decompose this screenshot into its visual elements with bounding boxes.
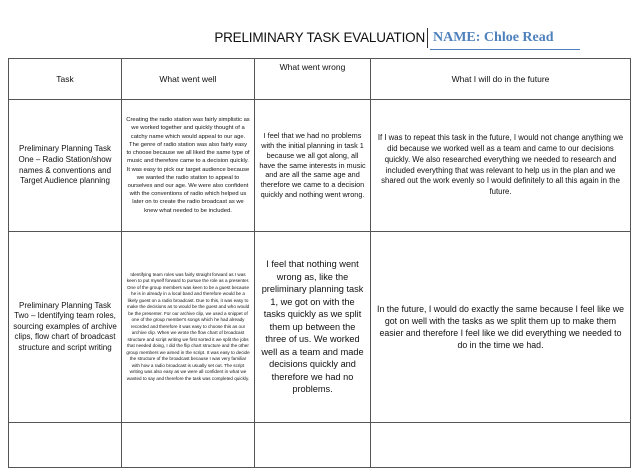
column-header-future: What I will do in the future	[371, 59, 631, 100]
task-cell: Preliminary Planning Task One – Radio Station/show names & conventions and Target Audience planning	[9, 100, 122, 232]
went-wrong-cell: I feel that nothing went wrong as, like the preliminary planning task 1, we got on with the tasks quickly as we split them up between the three of us. We worked well as a team and made decisions quickly and therefore we had no problems.	[255, 232, 371, 423]
evaluation-table	[8, 58, 631, 468]
empty-cell	[371, 423, 631, 468]
future-cell: If I was to repeat this task in the future, I would not change anything we did because we worked well as a team and came to our decisions quickly. We also researched everything we needed to research and included everything that was relevant to help us in the plan and we shared out the work evenly so I would definitely to all this again in the future.	[371, 100, 631, 232]
empty-cell	[255, 423, 371, 468]
name-underline	[430, 49, 580, 50]
column-header-task: Task	[9, 59, 122, 100]
table-header-row	[9, 59, 631, 100]
task-cell: Preliminary Planning Task Two – Identifying team roles, sourcing examples of archive clips, flow chart of broadcast structure and script writing	[9, 232, 122, 423]
table-row	[9, 100, 631, 232]
title-separator	[427, 28, 428, 48]
table-row-empty	[9, 423, 631, 468]
document-title: PRELIMINARY TASK EVALUATION	[214, 30, 425, 45]
evaluation-table-container	[8, 58, 630, 452]
column-header-what-went-well: What went well	[122, 59, 255, 100]
student-name: NAME: Chloe Read	[433, 30, 554, 45]
table-row	[9, 232, 631, 423]
went-well-cell: Identifying team roles was fairly straight forward as I was keen to put myself forward to pursue the role as a presenter. One of the group members was keen to be a guest because he is in already in a local band and therefore would be a likely guest on a radio broadcast. Due to this, it was easy to make the decisions as to would be the guest and who would be the presenter. For our archive clip, we used a snippet of one of the group member's songs which he had already recorded and therefore it was easy to choose this as our archive clip. When we wrote the flow chart of broadcast structure and script writing we first sorted it we split the jobs that needed doing, I did the flip chart structure and the other group members we aimed in the script. It was easy to decide the structure of the broadcast because I was very familiar with how a radio broadcast is usually set out. The script writing was also easy as we were all confident in what we wanted to say and therefore the task was completed quickly.	[122, 232, 255, 423]
empty-cell	[9, 423, 122, 468]
went-well-cell: Creating the radio station was fairly simplistic as we worked together and quickly thought of a catchy name which would appeal to our age. The genre of radio station was also fairly easy to choose because we all liked the same type of music and therefore came to a decision quickly. It was easy to pick our target audience because we wanted the radio station to appeal to ourselves and our age. We were also confident with the conventions of radio which helped us later on to create the radio broadcast as we knew what needed to be included.	[122, 100, 255, 232]
went-wrong-cell: I feel that we had no problems with the initial planning in task 1 because we all got along, all have the same interests in music and are all the same age and therefore we came to a decision quickly and nothing went wrong.	[255, 100, 371, 232]
future-cell: In the future, I would do exactly the same because I feel like we got on well with the tasks as we split them up to make them easier and therefore I feel like we did everything we needed to do in the time we had.	[371, 232, 631, 423]
empty-cell	[122, 423, 255, 468]
document-header	[0, 28, 638, 50]
column-header-what-went-wrong: What went wrong	[255, 59, 371, 100]
